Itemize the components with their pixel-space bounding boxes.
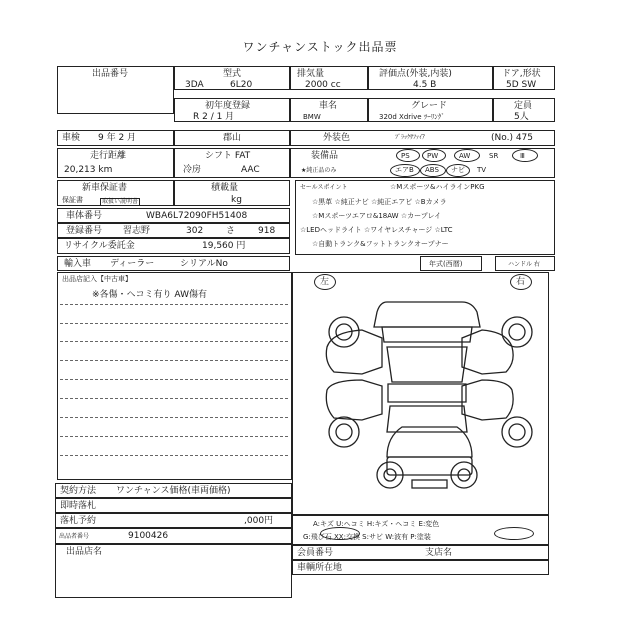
expected-row	[55, 513, 292, 528]
notes-line-3	[60, 341, 288, 342]
handle-cell	[495, 256, 555, 271]
equipment-tag-3: Ⅲ	[520, 152, 525, 160]
payload-label: 積載量	[211, 183, 239, 193]
maker-label: 車名	[319, 101, 338, 111]
genuine-circle-abs	[420, 164, 446, 177]
contract-value: ワンチャンス価格(車両価格)	[116, 486, 231, 496]
notes-line-9	[60, 455, 288, 456]
plate-number: 918	[258, 226, 276, 236]
vin-cell	[57, 208, 290, 223]
legend-paint-circle	[494, 527, 534, 540]
vin-label: 車体番号	[66, 211, 103, 221]
notes-line-7	[60, 417, 288, 418]
selling-point-3: ☆Mスポーツエアロ&18AW ☆カープレイ	[312, 212, 442, 220]
selling-point-5: ☆自動トランク&フットトランクオープナー	[312, 240, 449, 248]
year-cell	[420, 256, 482, 271]
serial-label: シリアルNo	[180, 259, 228, 269]
expected-label: 落札予約	[60, 516, 97, 526]
first-reg-cell	[174, 98, 290, 122]
model-code2: 6L20	[230, 80, 253, 90]
vehicle-location-row	[292, 560, 549, 575]
inspection-value: 9 年 2 月	[98, 133, 137, 143]
store-name-label: 出品店名	[66, 547, 103, 557]
handle-label: ハンドル 右	[508, 261, 540, 268]
equipment-label: 装備品	[311, 151, 339, 161]
grade-value: 320d Xdrive ﾂｰﾘﾝｸﾞ	[379, 113, 445, 121]
model-cell	[174, 66, 290, 90]
maker-cell	[290, 98, 368, 122]
legend-row-1: A:キズ U:ヘコミ H:キズ・ヘコミ E:変色	[313, 520, 440, 528]
aircon-label: 冷房	[183, 165, 202, 175]
equipment-circle-pw	[422, 149, 446, 162]
dealer-label: ディーラー	[110, 259, 155, 269]
color-no-value: (No.) 475	[491, 133, 534, 143]
new-car-warranty-label: 新車保証書	[82, 183, 128, 193]
plate-class: 302	[186, 226, 204, 236]
capacity-value: 5人	[514, 112, 529, 122]
exhibit-no-label: 出品番号	[92, 69, 129, 79]
genuine-circle-navi	[446, 164, 470, 177]
genuine-tag-airbag: エアB	[395, 166, 414, 174]
member-value: 9100426	[128, 531, 169, 541]
aircon-value: AAC	[241, 165, 260, 175]
equipment-tag-ps: PS	[401, 152, 410, 160]
store-name-box	[55, 544, 292, 598]
score-cell	[368, 66, 493, 90]
first-reg-value: R 2 / 1 月	[193, 112, 235, 122]
member-no-row	[292, 545, 549, 560]
grade-label: グレード	[411, 101, 448, 111]
maker-value: BMW	[303, 113, 321, 121]
score-value: 4.5 B	[413, 80, 437, 90]
genuine-tag-tv: TV	[477, 166, 487, 174]
model-label: 型式	[223, 69, 242, 79]
diagram-left-label: 左	[320, 277, 330, 287]
equipment-tag-pw: PW	[427, 152, 439, 160]
notes-line-2	[60, 323, 288, 324]
location-value: 郡山	[223, 133, 242, 143]
payload-unit: kg	[231, 195, 242, 205]
shift-cell	[174, 148, 290, 178]
recycle-label: リサイクル委託金	[64, 241, 135, 251]
notes-title: 出品店記入【中古車】	[62, 275, 132, 283]
equipment-tag-aw: AW	[459, 152, 471, 160]
displacement-label: 排気量	[297, 69, 325, 79]
vin-value: WBA6L72090FH51408	[146, 211, 248, 221]
plate-area: 習志野	[123, 226, 151, 236]
notes-first-line: ※各傷・ヘコミ有り AW傷有	[92, 290, 207, 300]
car-outline-group	[326, 302, 532, 488]
recycle-value: 19,560 円	[202, 241, 246, 251]
first-reg-label: 初年度登録	[205, 101, 251, 111]
member-small-label: 出品者番号	[59, 533, 90, 540]
exterior-color-cell	[290, 130, 555, 146]
notes-line-5	[60, 379, 288, 380]
car-damage-diagram	[292, 272, 549, 515]
equipment-tag-sr: SR	[489, 152, 499, 160]
capacity-cell	[493, 98, 555, 122]
notes-line-8	[60, 436, 288, 437]
inspection-cell	[57, 130, 174, 146]
member-row	[55, 528, 292, 544]
selling-points-label: セールスポイント	[300, 184, 348, 191]
year-label: 年式(西暦)	[429, 260, 463, 268]
displacement-cell	[290, 66, 368, 90]
shift-label: シフト FAT	[205, 151, 251, 161]
door-label: ドア,形状	[502, 69, 541, 79]
capacity-label: 定員	[514, 101, 533, 111]
equipment-circle-3	[512, 149, 538, 162]
contract-label: 契約方法	[60, 486, 97, 496]
diagram-right-label: 右	[516, 277, 526, 287]
exterior-color-label: 外装色	[323, 133, 351, 143]
instant-label: 即時落札	[60, 501, 97, 511]
plate-label: 登録番号	[66, 226, 103, 236]
legend-airbag-circle	[320, 527, 360, 540]
inspection-label: 車検	[62, 133, 81, 143]
document-title: ワンチャンストック出品票	[242, 40, 398, 54]
vehicle-location-label: 車輌所在地	[297, 563, 343, 573]
payload-cell	[174, 180, 290, 206]
genuine-tag-navi: ナビ	[451, 166, 465, 174]
genuine-circle-airbag	[390, 164, 420, 177]
genuine-label: ★純正品のみ	[301, 167, 337, 174]
door-value: 5D SW	[506, 80, 537, 90]
model-code1: 3DA	[185, 80, 204, 90]
equipment-circle-ps	[396, 149, 420, 162]
selling-point-1: ☆Mスポーツ&ハイラインPKG	[390, 183, 485, 191]
member-no-label: 会員番号	[297, 548, 334, 558]
branch-label: 支店名	[425, 548, 453, 558]
instant-row	[55, 498, 292, 513]
score-label: 評価点(外装,内装)	[379, 69, 452, 79]
selling-point-2: ☆黒革 ☆純正ナビ ☆純正エアビ ☆Bカメラ	[312, 198, 447, 206]
mileage-label: 走行距離	[90, 151, 127, 161]
mileage-cell	[57, 148, 174, 178]
displacement-value: 2000 cc	[305, 80, 341, 90]
notes-line-1	[60, 304, 288, 305]
location-cell	[174, 130, 290, 146]
mileage-value: 20,213 km	[64, 165, 113, 175]
legend-row-2: G:飛び石 XX:交換 S:サビ W:波有 P:塗装	[303, 533, 431, 541]
genuine-tag-abs: ABS	[425, 166, 439, 174]
warranty-label: 保証書	[62, 196, 83, 204]
new-car-warranty-cell	[57, 180, 174, 206]
recycle-cell	[57, 238, 290, 254]
equipment-circle-aw	[454, 149, 480, 162]
plate-kana: さ	[226, 226, 236, 236]
selling-point-4: ☆LEDヘッドライト ☆ワイヤレスチャージ ☆LTC	[300, 226, 453, 234]
import-label: 輸入車	[64, 259, 92, 269]
contract-row	[55, 483, 292, 498]
door-cell	[493, 66, 555, 90]
exhibit-no-cell	[57, 66, 174, 114]
import-cell	[57, 256, 290, 271]
grade-cell	[368, 98, 493, 122]
plate-cell	[57, 223, 290, 238]
manual-label: 取扱い説明書	[102, 198, 139, 205]
notes-line-4	[60, 360, 288, 361]
price-suffix: ,000円	[244, 516, 274, 526]
selling-points-cell	[295, 180, 555, 255]
exterior-color-value: ﾌﾞﾗｯｸｻﾌｧｲｱ	[395, 134, 426, 141]
notes-line-6	[60, 398, 288, 399]
